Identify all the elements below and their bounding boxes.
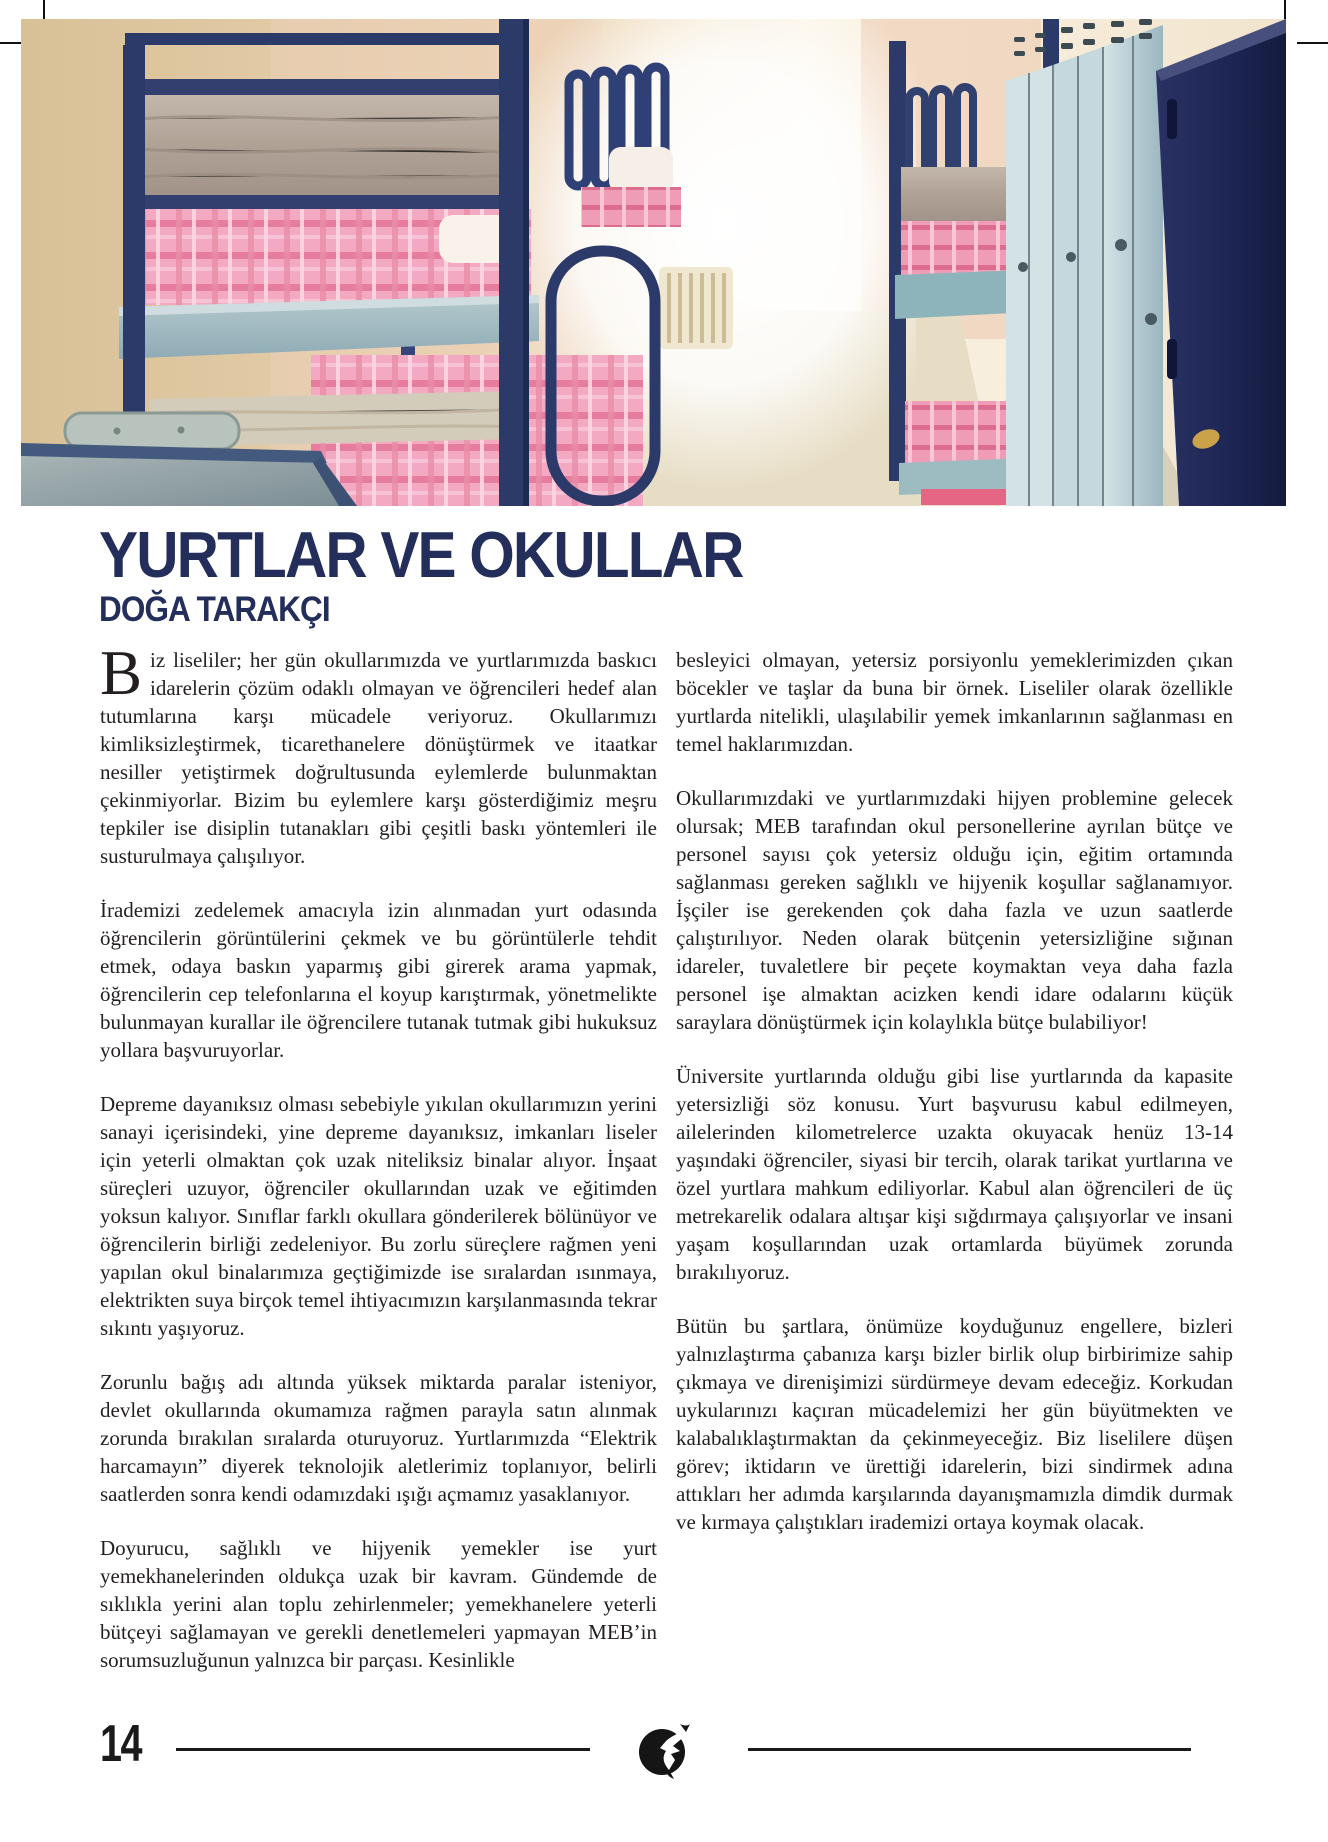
article-paragraph: İrademizi zedelemek amacıyla izin alınmadan yurt odasında öğrencilerin görüntülerini çekmek ve bu görüntülerle tehdit etmek, odaya baskın yaparmış gibi girerek arama yapmak, öğrencilerin cep telefonlarına el koyup karıştırmak, yönetmelikte bulunmayan kurallar ile öğrencilere tutanak tutmak gibi hukuksuz yollara başvuruyorlar. <box>100 898 657 1062</box>
author-byline: DOĞA TARAKÇI <box>99 590 330 630</box>
dormitory-photo-art <box>21 19 1286 506</box>
article-header <box>99 518 814 630</box>
chair <box>65 413 239 449</box>
table <box>21 443 357 506</box>
lockers <box>1006 19 1163 506</box>
drop-cap: B <box>100 638 143 708</box>
article-paragraph: Okullarımızdaki ve yurtlarımızdaki hijyen problemine gelecek olursak; MEB tarafından okul personellerine ayrılan bütçe ve personel sayısı çok yetersiz olduğu için, eğitim ortamında sağlanması gereken sağlıklı ve hijyenik koşullar sağlanamıyor. İşçiler ise gerekenden çok daha fazla ve uzun saatlerde çalıştırılıyor. Neden olarak bütçenin yetersizliğine sığınan idareler, tuvaletlere bir peçete koymaktan veya daha fazla personel işe almaktan acizken kendi idare odalarını küçük saraylara dönüştürmek için kolaylıkla bütçe bulabiliyor! <box>676 786 1233 1034</box>
left-column <box>100 638 657 1674</box>
door <box>1156 19 1286 506</box>
page-number: 14 <box>100 1715 141 1773</box>
trim-mark <box>1297 42 1328 44</box>
magazine-logo-icon <box>636 1722 690 1780</box>
article-paragraph: Üniversite yurtlarında olduğu gibi lise yurtlarında da kapasite yetersizliği söz konusu. Yurt başvurusu kabul edilmeyen, ailelerinden kilometrelerce uzakta okuyacak henüz 13-14 yaşındaki öğrenciler, siyasi bir tercih, olarak tarikat yurtlarına ve özel yurtlara mahkum ediliyorlar. Kabul alan öğrencileri de üç metrekarelik odalara altışar kişi sığdırmaya çalışıyorlar ve insani yaşam koşullarından uzak ortamlarda büyümek zorunda bırakılıyoruz. <box>676 1064 1233 1284</box>
footer-rule-left <box>176 1748 590 1751</box>
page-title: YURTLAR VE OKULLAR <box>99 518 743 591</box>
article-paragraph: Bütün bu şartlara, önümüze koyduğunuz engellere, bizleri yalnızlaştırma çabanıza karşı bizler birlik olup birbirimize sahip çıkmaya ve direnişimizi sürdürmeye devam edeceğiz. Korkudan uykularınızı kaçıran mücadelemizi her gün büyütmekten ve kalabalıklaştırmaktan da çekinmeyeceğiz. Biz liselilere düşen görev; iktidarın ve ürettiği idarelerin, bizi sindirmek adına attıkları her adımda karşılarında dayanışmamızla dimdik durmak ve kırmaya çalıştıkları irademizi ortaya koymak olacak. <box>676 1314 1233 1534</box>
right-column <box>676 646 1233 1674</box>
article-body <box>100 638 1233 1674</box>
article-paragraph: Zorunlu bağış adı altında yüksek miktarda paralar isteniyor, devlet okullarında okumamıza rağmen parayla satın alınmak zorunda bırakılan sıralarda oturuyoruz. Yurtlarımızda “Elektrik harcamayın” diyerek teknolojik aletlerimiz toplanıyor, belirli saatlerden sonra kendi odamızdaki ışığı açmamız yasaklanıyor. <box>100 1370 657 1506</box>
article-paragraph: Doyurucu, sağlıklı ve hijyenik yemekler ise yurt yemekhanelerinden oldukça uzak bir kavram. Gündemde de sıklıkla yerini alan toplu zehirlenmeler; yemekhanelere yeterli bütçeyi sağlamayan ve gerekli denetlemeleri yapmayan MEB’in sorumsuzluğunun yalnızca bir parçası. Kesinlikle <box>100 1536 657 1672</box>
article-paragraph: Depreme dayanıksız olması sebebiyle yıkılan okullarımızın yerini sanayi içerisindeki, yine depreme dayanıksız, imkanları liseler için yeterli olmaktan çok uzak niteliksiz binalar alıyor. İnşaat süreçleri uzuyor, öğrenciler okullarından uzak ve eğitimden yoksun kalıyor. Sınıflar farklı okullara gönderilerek bölünüyor ve öğrencilerin birliği zedeleniyor. Bu zorlu süreçlere rağmen yeni yapılan okul binalarımıza geçtiğimizde ise sıralardan ısınmaya, elektrikten suya birçok temel ihtiyacımızın karşılanmasında tekrar sıkıntı yaşıyoruz. <box>100 1092 657 1340</box>
paragraph-text: iz liseliler; her gün okullarımızda ve yurtlarımızda baskıcı idarelerin çözüm odaklı olmayan ve öğrencileri hedef alan tutumlarına karşı mücadele veriyoruz. Okullarımızı kimliksizleştirmek, ticarethanelere dönüştürmek ve itaatkar nesiller yetiştirmek doğrultusunda eylemlerde bulunmaktan çekinmiyorlar. Bizim bu eylemlere karşı gösterdiğimiz meşru tepkiler ise disiplin tutanakları gibi çeşitli baskı yöntemleri ile susturulmaya çalışılıyor. <box>100 648 657 868</box>
footer-rule-right <box>748 1748 1191 1751</box>
radiator <box>659 267 733 349</box>
article-paragraph <box>100 638 657 870</box>
dormitory-photo <box>21 19 1286 506</box>
article-paragraph: besleyici olmayan, yetersiz porsiyonlu yemeklerimizden çıkan böcekler ve taşlar da buna bir örnek. Liseliler olarak özellikle yurtlarda nitelikli, ulaşılabilir yemek imkanlarının sağlanması en temel haklarımızdan. <box>676 648 1233 756</box>
